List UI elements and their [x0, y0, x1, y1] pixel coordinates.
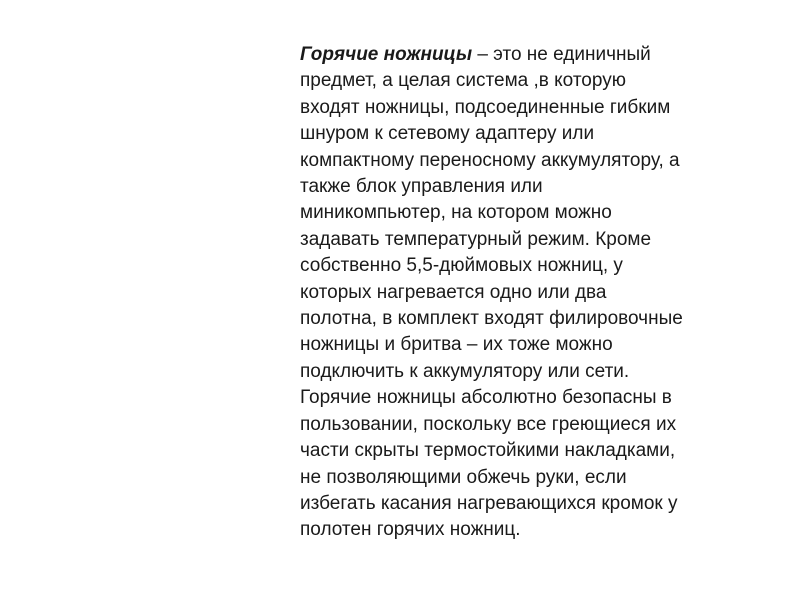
text-line-18: избегать касания нагревающихся кромок у: [300, 492, 678, 514]
text-line-9: собственно 5,5-дюймовых ножниц, у: [300, 255, 623, 277]
text-line-6: также блок управления или: [300, 176, 543, 198]
text-line-7: миникомпьютер, на котором можно: [300, 202, 612, 224]
text-line-11: полотна, в комплект входят филировочные: [300, 308, 683, 330]
text-line-4: шнуром к сетевому адаптеру или: [300, 123, 595, 145]
text-line-13: подключить к аккумулятору или сети.: [300, 360, 630, 382]
text-line-3: входят ножницы, подсоединенные гибким: [300, 96, 671, 118]
text-line-16: части скрыты термостойкими накладками,: [300, 440, 676, 462]
text-line-17: не позволяющими обжечь руки, если: [300, 466, 627, 488]
text-line-15: пользовании, поскольку все греющиеся их: [300, 413, 677, 435]
text-line-14: Горячие ножницы абсолютно безопасны в: [300, 387, 672, 409]
text-line-8: задавать температурный режим. Кроме: [300, 228, 652, 250]
text-line-12: ножницы и бритва – их тоже можно: [300, 334, 613, 356]
text-line-2: предмет, а целая система ,в которую: [300, 70, 626, 92]
text-line-19: полотен горячих ножниц.: [300, 519, 521, 541]
body-text: [300, 42, 770, 544]
text-line-10: которых нагревается одно или два: [300, 281, 607, 303]
text-line-1: [300, 42, 770, 68]
lead-term: Горячие ножницы: [300, 44, 473, 65]
text-line-1-rest: – это не единичный: [472, 44, 651, 65]
text-line-5: компактному переносному аккумулятору, а: [300, 149, 680, 171]
